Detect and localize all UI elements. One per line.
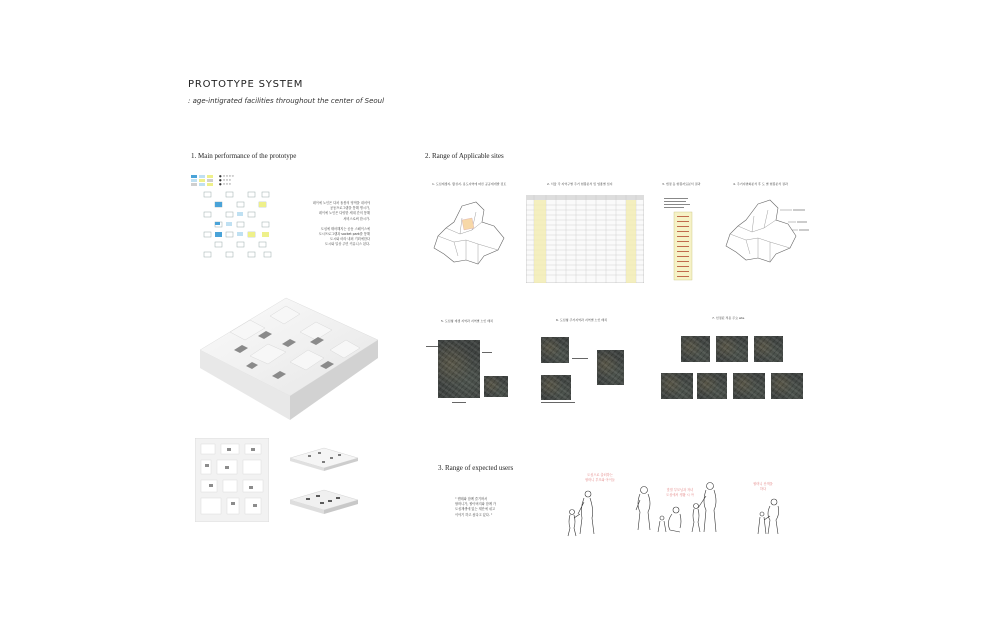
axonometric-small-2 (288, 488, 360, 516)
page-title: PROTOTYPE SYSTEM (188, 79, 304, 90)
site-caption-5: 5. 도심형 재생 지역과 지역별 노인 배치 (441, 319, 494, 323)
user-label-1 (580, 473, 620, 483)
aerial-photo (541, 337, 569, 363)
site-caption-7: 7. 선정된 적용 주요 site (712, 316, 745, 320)
text-line: 이야기 하고 싶다고 있다. " (455, 512, 493, 517)
site-caption-4: 4. 주거지변화분석 후 도 별 현황분석 결과 (733, 182, 788, 186)
page-subtitle: : age-intigrated facilities throughout the center of Seoul (188, 97, 385, 105)
aerial-photo (733, 373, 765, 399)
section-title-applicable-sites: 2. Range of Applicable sites (425, 152, 504, 160)
site-caption-6: 6. 도심형 주거지역과 지역별 노인 배치 (556, 318, 608, 322)
figures-family (632, 480, 722, 536)
data-table-image (526, 195, 644, 283)
text-line: 도시와 일상 주민 커뮤니스 된다. (324, 242, 370, 247)
text-line: 할머니 산책을 (753, 482, 773, 486)
text-line: 데이에 노인은 다차 돌봄의 영역을 내어야 (312, 201, 370, 205)
text-line: 도시와 마라 내외 기회에한다 (330, 237, 370, 242)
leader-line (541, 402, 575, 403)
text-line: 서비스로써 한시가. (343, 216, 370, 221)
aerial-photo (754, 336, 783, 362)
text-line: 도심에 태어해지는 공동 스페이스에 (320, 226, 370, 231)
aerial-photo (716, 336, 748, 362)
user-quote (455, 497, 515, 518)
figures-grandparent-child (560, 488, 605, 538)
user-label-3 (748, 482, 778, 492)
text-line: 도심에서 생활 시 아 (666, 493, 694, 498)
aerial-photo (541, 375, 571, 400)
legend-item: ● ㅇㅇㅇ (219, 182, 232, 186)
text-line: 도심재생에 있는 재단에 쉬고 (455, 507, 495, 512)
seoul-map-2 (722, 198, 814, 270)
site-caption-3: 3. 법정 동 현황자료분석 결과 (662, 182, 701, 186)
text-line: 도심으로 출퇴하는 (587, 473, 613, 477)
text-line: 데이에 노인은 다양한 세대 간의 통해 (318, 211, 370, 216)
legend-item: ● ㅇㅇㅇㅇ (219, 174, 235, 178)
text-line: 공동프로그램을 통해 명시가, (330, 206, 370, 211)
text-line: 맞벌 부모님과 자녀 (666, 488, 694, 492)
text-line: 할머니 부모와 아이들 (585, 478, 615, 483)
aerial-photo (771, 373, 803, 399)
leader-line (452, 402, 466, 403)
figures-elderly-walk (754, 496, 784, 536)
section-title-main-performance: 1. Main performance of the prototype (191, 152, 297, 160)
text-line: 하다 (759, 487, 767, 492)
text-line: 할머니가, 할아버지와 함께 가 (455, 502, 497, 507)
aerial-photo (681, 336, 710, 362)
aerial-photo (697, 373, 727, 399)
leader-line (482, 352, 492, 353)
axonometric-small-1 (288, 446, 360, 472)
seoul-map-1 (432, 200, 512, 270)
program-diagram (200, 190, 280, 262)
text-line: " 핸테와 함께 즐기며서 (455, 497, 488, 501)
aerial-photo (438, 340, 480, 398)
text-line: 도시프로그램과 socket park를 통해 (318, 232, 370, 237)
aerial-photo (597, 350, 624, 385)
leader-line (426, 346, 438, 347)
site-caption-1: 1. 도심재생지, 활성지, 용도지역에 따른 공공재개발 검토 (432, 182, 507, 186)
aerial-photo (484, 376, 508, 397)
section-title-expected-users: 3. Range of expected users (438, 464, 514, 472)
site-caption-2: 2. 서울 각 지역구별 주거 현황분석 및 업종별 입지 (547, 182, 613, 186)
plan-view (195, 438, 269, 522)
legend-item: ● ㅇㅇㅇ (219, 178, 232, 182)
axonometric-model (190, 292, 385, 422)
aerial-photo (661, 373, 693, 399)
district-list (660, 196, 700, 282)
diagram-legend (191, 174, 234, 186)
leader-line (572, 358, 588, 359)
performance-description (298, 201, 370, 248)
